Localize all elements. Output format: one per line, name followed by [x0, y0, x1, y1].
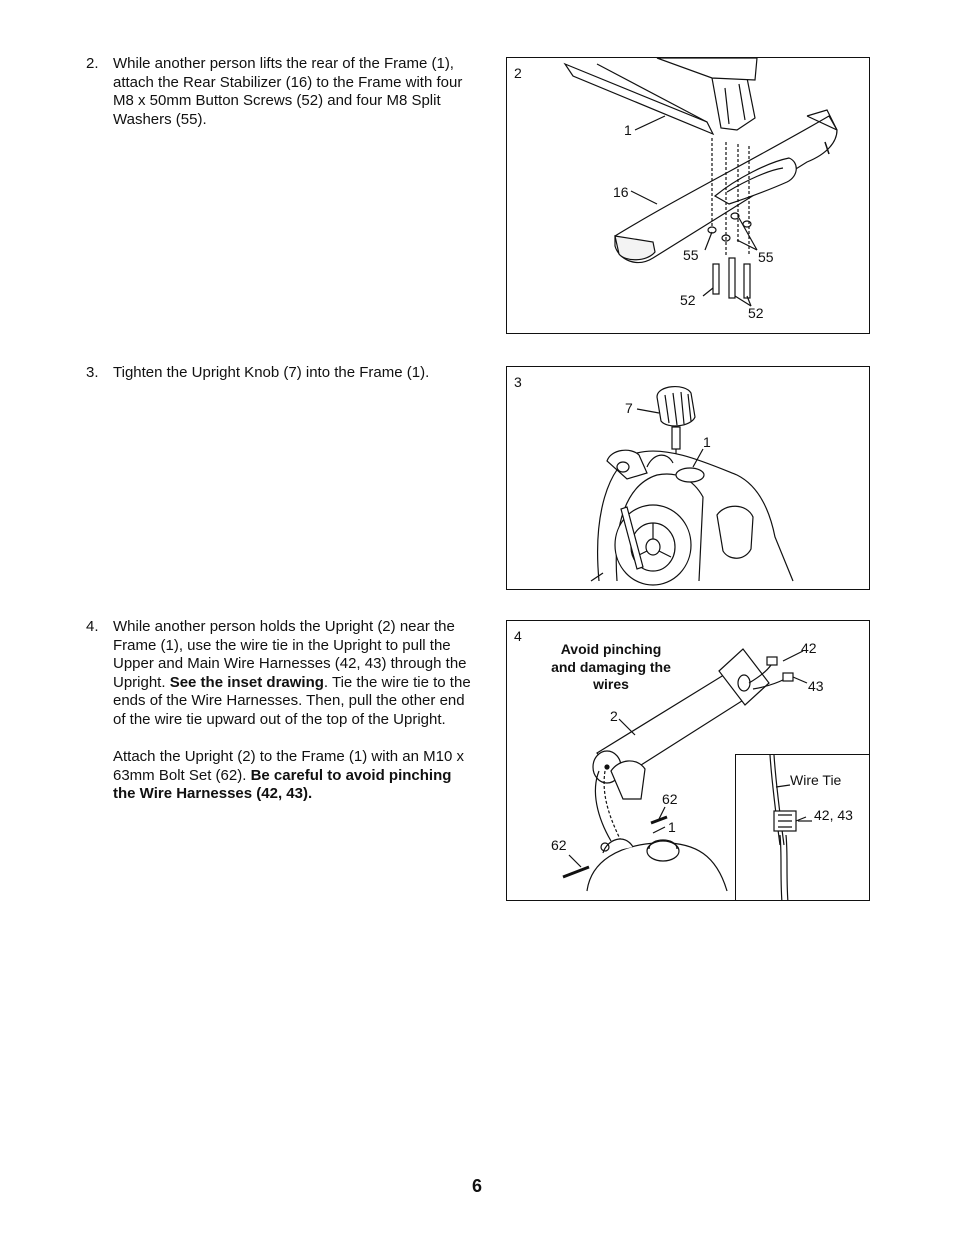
callout-frame: 1	[624, 122, 632, 138]
step-number: 4.	[86, 618, 99, 635]
callout-bolt-set: 62	[662, 791, 678, 807]
callout-upper-wire-harness: 42	[801, 640, 817, 656]
step-number: 2.	[86, 55, 99, 72]
callout-split-washer: 55	[758, 249, 774, 265]
figure-number: 3	[514, 374, 522, 390]
callout-upright-knob: 7	[625, 400, 633, 416]
figure-3	[506, 366, 870, 590]
callout-button-screw: 52	[680, 292, 696, 308]
text-run: Attach the Upright (2) to the Frame (1) with an M10 x 63mm Bolt Set (62).	[113, 748, 464, 784]
emphasis-text: See the inset drawing	[169, 673, 324, 691]
inset-drawing	[735, 754, 870, 901]
text-run: While another person holds the Upright (2) near the Frame (1), use the wire tie in the Upright to pull the Upper and Main Wire Harnesses (42, 43) through the Upright.	[113, 618, 467, 691]
step-2	[86, 55, 478, 129]
warning-note: Avoid pinching and damaging the wires	[551, 641, 671, 692]
figure-number: 2	[514, 65, 522, 81]
step-paragraph-1	[113, 618, 478, 730]
callout-rear-stabilizer: 16	[613, 184, 629, 200]
text-run: . Tie the wire tie to the ends of the Wire Harnesses. Then, pull the other end of the wire tie upward out of the top of the Upright.	[113, 673, 471, 728]
callout-bolt-set: 62	[551, 837, 567, 853]
callout-wire-harnesses: 42, 43	[814, 807, 853, 823]
page-number: 6	[472, 1176, 483, 1196]
step-text: While another person lifts the rear of the Frame (1), attach the Rear Stabilizer (16) to the Frame with four M8 x 50mm Button Screws (52) and four M8 Split Washers (55).	[113, 55, 463, 128]
callout-frame: 1	[703, 434, 711, 450]
step-number: 3.	[86, 364, 99, 381]
callout-upright: 2	[610, 708, 618, 724]
step-3	[86, 364, 478, 383]
step-text: Tighten the Upright Knob (7) into the Frame (1).	[113, 364, 430, 381]
step-paragraph-2	[113, 748, 478, 804]
figure-4	[506, 620, 870, 901]
figure-number: 4	[514, 628, 522, 644]
callout-split-washer: 55	[683, 247, 699, 263]
callout-wire-tie: Wire Tie	[790, 772, 842, 788]
callout-frame: 1	[668, 819, 676, 835]
upright-knob-illustration	[507, 367, 870, 590]
caution-text: Be careful to avoid pinching the Wire Harnesses (42, 43).	[113, 766, 452, 803]
figure-2	[506, 57, 870, 334]
callout-main-wire-harness: 43	[808, 678, 824, 694]
callout-button-screw: 52	[748, 305, 764, 321]
step-4	[86, 618, 478, 804]
